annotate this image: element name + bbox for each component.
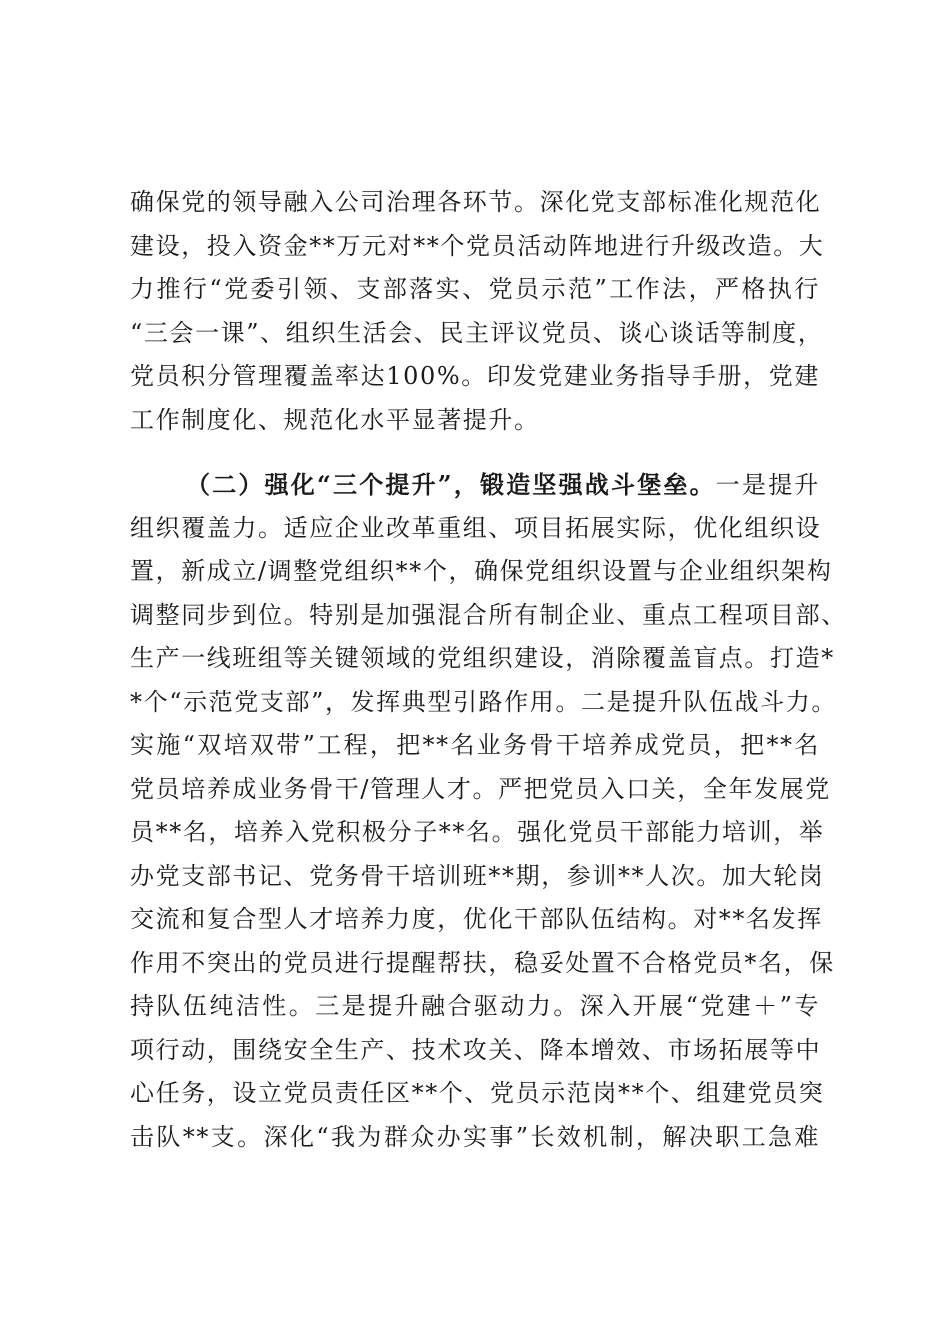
paragraph-line: 击队**支。深化“我为群众办实事”长效机制，解决职工急难 [130, 1122, 820, 1151]
section-heading: （二）强化“三个提升”，锻造坚强战斗堡垒。 [186, 470, 716, 499]
paragraph-line: 党员积分管理覆盖率达100%。印发党建业务指导手册，党建 [130, 362, 820, 390]
paragraph-line: 工作制度化、规范化水平显著提升。 [130, 405, 540, 434]
paragraph-three-improvements [130, 463, 847, 1159]
paragraph-line: 党员培养成业务骨干/管理人才。严把党员入口关，全年发展党 [130, 774, 831, 803]
heading-continuation: 一是提升 [715, 471, 820, 499]
paragraph-line: 作用不突出的党员进行提醒帮扶，稳妥处置不合格党员*名，保 [130, 948, 835, 977]
paragraph-line: 心任务，设立党员责任区**个、党员示范岗**个、组建党员突 [130, 1079, 825, 1107]
paragraph-line: *个“示范党支部”，发挥典型引路作用。二是提升队伍战斗力。 [130, 687, 837, 716]
paragraph-line: 生产一线班组等关键领域的党组织建设，消除覆盖盲点。打造* [130, 644, 835, 672]
paragraph-line: 持队伍纯洁性。三是提升融合驱动力。深入开展“党建＋”专 [130, 992, 820, 1020]
paragraph-line: 项行动，围绕安全生产、技术攻关、降本增效、市场拓展等中 [130, 1035, 822, 1064]
paragraph-line: 交流和复合型人才培养力度，优化干部队伍结构。对**名发挥 [130, 905, 823, 933]
paragraph-line: 员**名，培养入党积极分子**名。强化党员干部能力培训，举 [130, 818, 825, 846]
paragraph-line: 建设，投入资金**万元对**个党员活动阵地进行升级改造。大 [130, 231, 825, 260]
paragraph-line: 办党支部书记、党务骨干培训班**期，参训**人次。加大轮岗 [130, 861, 825, 890]
paragraph-line: “三会一课”、组织生活会、民主评议党员、谈心谈话等制度， [130, 318, 824, 347]
paragraph-line: 组织覆盖力。适应企业改革重组、项目拓展实际，优化组织设 [130, 513, 822, 542]
paragraph-line: 置，新成立/调整党组织**个，确保党组织设置与企业组织架构 [130, 557, 833, 585]
paragraph-party-leadership [130, 181, 825, 442]
paragraph-line: 力推行“党委引领、支部落实、党员示范”工作法，严格执行 [130, 275, 820, 303]
paragraph-line: 调整同步到位。特别是加强混合所有制企业、重点工程项目部、 [130, 600, 847, 629]
paragraph-line: 确保党的领导融入公司治理各环节。深化党支部标准化规范化 [130, 188, 822, 216]
paragraph-first-line [130, 463, 820, 507]
paragraph-line: 实施“双培双带”工程，把**名业务骨干培养成党员，把**名 [130, 731, 820, 759]
